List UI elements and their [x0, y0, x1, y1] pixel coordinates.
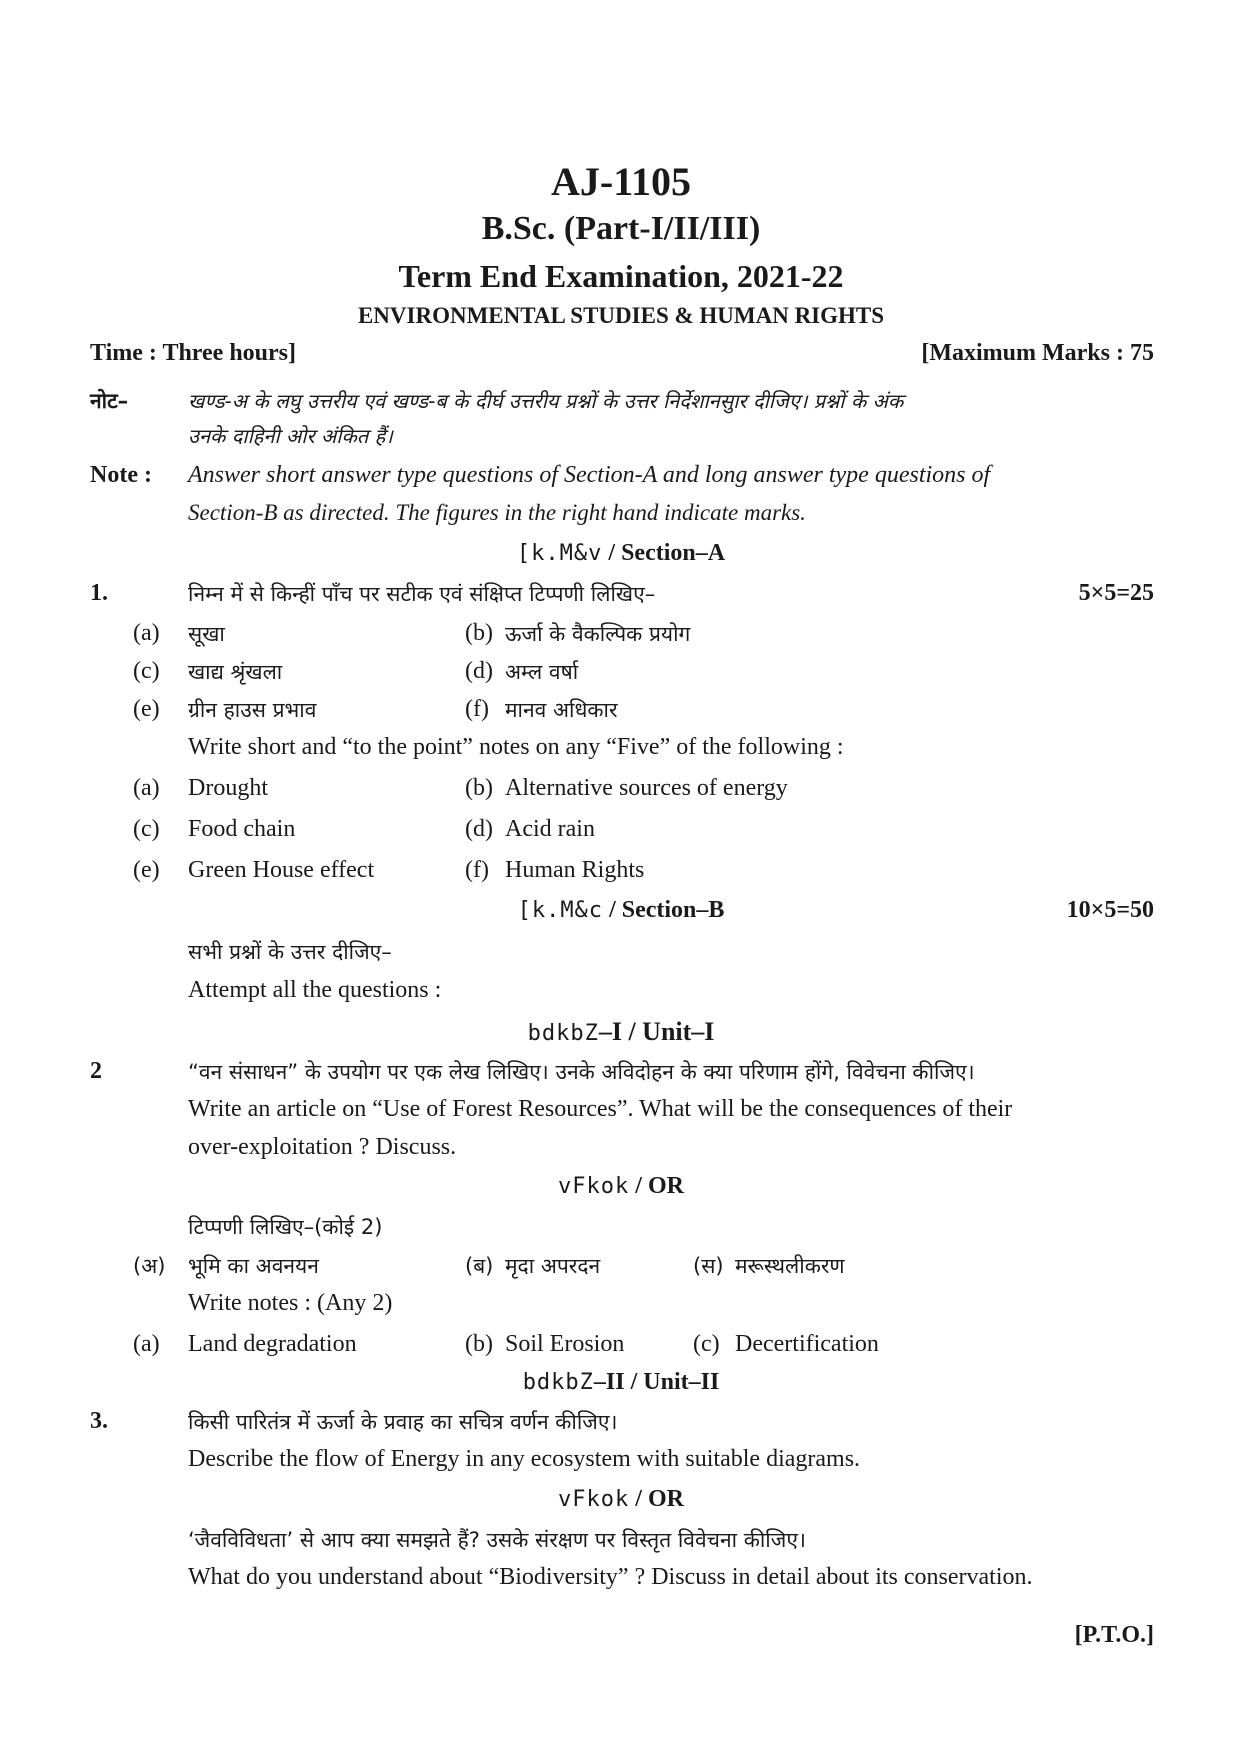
q2-hindi: “वन संसाधन” के उपयोग पर एक लेख लिखिए। उनके अविदोहन के क्या परिणाम होंगे, विवेचना कीजिए। — [188, 1060, 975, 1084]
q2-alt-hindi-option-label: (स) — [693, 1254, 724, 1278]
q1-hindi-option-text: खाद्य श्रृंखला — [188, 660, 283, 684]
section-b-marks: 10×5=50 — [1066, 897, 1154, 923]
q1-english-option-text: Green House effect — [188, 857, 375, 883]
unit-2-heading — [0, 1369, 1242, 1396]
q1-marks: 5×5=25 — [1078, 580, 1154, 606]
q2-alt-hindi-option-label: (अ) — [133, 1254, 166, 1278]
note-english-line2: Section-B as directed. The figures in the right hand indicate marks. — [188, 500, 806, 525]
subject-title: ENVIRONMENTAL STUDIES & HUMAN RIGHTS — [357, 303, 885, 328]
course-title: B.Sc. (Part-I/II/III) — [481, 210, 761, 247]
note-hindi-label: नोट– — [90, 389, 129, 413]
q2-alt-hindi-option-text: मरूस्थलीकरण — [735, 1254, 845, 1278]
q2-english-line2: over-exploitation ? Discuss. — [188, 1134, 457, 1160]
q1-hindi-option-label: (b) — [465, 620, 493, 646]
q3-hindi: किसी पारितंत्र में ऊर्जा के प्रवाह का सचित्र वर्णन कीजिए। — [188, 1410, 618, 1434]
max-marks-label: [Maximum Marks : 75 — [921, 340, 1154, 366]
note-english-label: Note : — [90, 462, 152, 488]
unit-1-garbled: bdkbZ — [527, 1021, 599, 1046]
section-a-title: / Section–A — [602, 540, 726, 566]
q2-alt-english-option-text: Soil Erosion — [505, 1331, 625, 1357]
q1-hindi-option-text: सूखा — [188, 622, 225, 646]
unit-1-heading — [0, 1017, 1242, 1047]
section-b-heading — [0, 897, 1242, 924]
q1-hindi-option-text: ग्रीन हाउस प्रभाव — [188, 698, 317, 722]
q1-hindi: निम्न में से किन्हीं पाँच पर सटीक एवं संक्षिप्त टिप्पणी लिखिए– — [188, 582, 656, 606]
q1-english-option-label: (f) — [465, 857, 489, 883]
note-hindi-line1: खण्ड-अ के लघु उत्तरीय एवं खण्ड-ब के दीर्घ उत्तरीय प्रश्नों के उत्तर निर्देशानसुार दीजिए। प्रश्नों के अंक — [188, 389, 904, 413]
unit-1-title: –I / Unit–I — [598, 1017, 715, 1046]
unit-2-title: –II / Unit–II — [593, 1369, 720, 1395]
pto-label: [P.T.O.] — [1074, 1622, 1154, 1648]
q2-alt-english-option-text: Decertification — [735, 1331, 879, 1357]
q2-alt-english-option-label: (c) — [693, 1331, 720, 1357]
time-label: Time : Three hours] — [90, 340, 297, 366]
q2-alt-hindi: टिप्पणी लिखिए–(कोई 2) — [188, 1215, 383, 1239]
q1-english-option-label: (e) — [133, 857, 160, 883]
paper-code: AJ-1105 — [551, 159, 691, 204]
q1-english-option-label: (c) — [133, 816, 160, 842]
q3-alt-hindi: ‘जैवविविधता’ से आप क्या समझते हैं? उसके संरक्षण पर विस्तृत विवेचना कीजिए। — [188, 1528, 806, 1552]
section-b-title: / Section–B — [603, 897, 725, 923]
section-b-instr-hindi: सभी प्रश्नों के उत्तर दीजिए– — [188, 940, 392, 964]
note-english-line1: Answer short answer type questions of Section-A and long answer type questions of — [188, 462, 991, 488]
exam-title: Term End Examination, 2021-22 — [398, 258, 844, 294]
note-hindi-line2: उनके दाहिनी ओर अंकित हैं। — [188, 424, 393, 448]
q2-alt-hindi-option-text: भूमि का अवनयन — [188, 1254, 319, 1278]
section-b-instr-english: Attempt all the questions : — [188, 977, 442, 1003]
q2-alt-english-option-label: (b) — [465, 1331, 493, 1357]
q3-alt-english: What do you understand about “Biodiversity” ? Discuss in detail about its conservation. — [188, 1564, 1033, 1590]
q3-english: Describe the flow of Energy in any ecosystem with suitable diagrams. — [188, 1446, 861, 1472]
q2-english-line1: Write an article on “Use of Forest Resources”. What will be the consequences of their — [188, 1096, 1013, 1122]
q1-hindi-option-label: (e) — [133, 696, 160, 722]
unit-2-or-garbled: vFkok — [558, 1487, 630, 1512]
unit-1-or-garbled: vFkok — [558, 1174, 630, 1199]
unit-1-or-title: / OR — [629, 1173, 684, 1199]
q3-number: 3. — [90, 1408, 108, 1434]
section-a-heading — [0, 540, 1242, 567]
q1-english-option-text: Food chain — [188, 816, 296, 842]
q1-hindi-option-label: (f) — [465, 696, 489, 722]
q1-english-option-text: Human Rights — [505, 857, 645, 883]
q2-number: 2 — [90, 1058, 102, 1084]
q1-english-option-label: (a) — [133, 775, 160, 801]
section-b-garbled: [k.M&c — [517, 898, 604, 923]
unit-2-or-heading — [0, 1486, 1242, 1513]
q1-english-option-text: Alternative sources of energy — [505, 775, 788, 801]
section-a-garbled: [k.M&v — [516, 541, 603, 566]
q1-hindi-option-text: अम्ल वर्षा — [505, 660, 579, 684]
q1-english-option-label: (b) — [465, 775, 493, 801]
q1-english-option-text: Drought — [188, 775, 268, 801]
q1-number: 1. — [90, 580, 108, 606]
q1-english-option-label: (d) — [465, 816, 493, 842]
q2-alt-english-option-label: (a) — [133, 1331, 160, 1357]
unit-2-garbled: bdkbZ — [522, 1370, 594, 1395]
q1-hindi-option-label: (c) — [133, 658, 160, 684]
q2-alt-hindi-option-text: मृदा अपरदन — [505, 1254, 601, 1278]
unit-2-or-title: / OR — [629, 1486, 684, 1512]
q2-alt-english-option-text: Land degradation — [188, 1331, 357, 1357]
q1-hindi-option-label: (d) — [465, 658, 493, 684]
q1-hindi-option-label: (a) — [133, 620, 160, 646]
unit-1-or-heading — [0, 1173, 1242, 1200]
q2-alt-hindi-option-label: (ब) — [465, 1254, 494, 1278]
q1-english: Write short and “to the point” notes on any “Five” of the following : — [188, 734, 844, 760]
q1-hindi-option-text: ऊर्जा के वैकल्पिक प्रयोग — [505, 622, 691, 646]
q1-hindi-option-text: मानव अधिकार — [505, 698, 618, 722]
q1-english-option-text: Acid rain — [505, 816, 595, 842]
q2-alt-english: Write notes : (Any 2) — [188, 1290, 393, 1316]
